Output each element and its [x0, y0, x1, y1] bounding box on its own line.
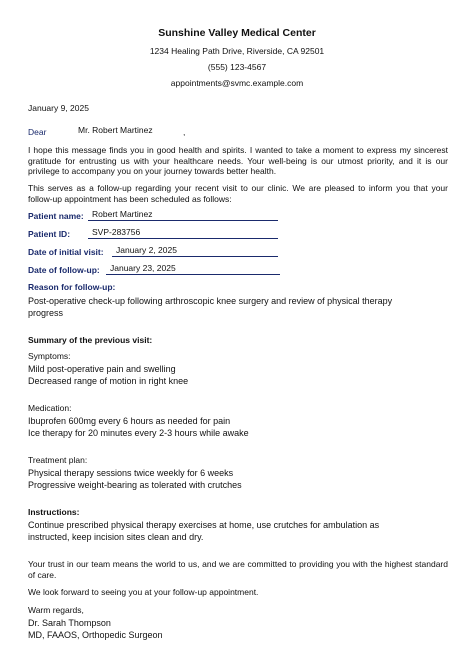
salutation: Dear [28, 127, 47, 137]
recipient-name: Mr. Robert Martinez [78, 125, 153, 135]
symptoms-label: Symptoms: [28, 351, 71, 361]
list-item: Ibuprofen 600mg every 6 hours as needed for pain [28, 416, 231, 426]
followup-intro-paragraph: This serves as a follow-up regarding your recent visit to our clinic. We are pleased to inform you that your follow-up appointment has been scheduled as follows: [28, 183, 448, 204]
trust-paragraph: Your trust in our team means the world to us, and we are committed to providing you with the highest standard of care. [28, 559, 448, 580]
initial-visit-line [112, 256, 278, 257]
reason-line: Post-operative check-up following arthroscopic knee surgery and review of physical therapy [28, 296, 393, 306]
reason-line: progress [28, 307, 64, 318]
regards-text: Warm regards, [28, 605, 84, 615]
salutation-comma: , [183, 127, 186, 137]
patient-name-line [88, 220, 278, 221]
org-address: 1234 Healing Path Drive, Riverside, CA 92501 [149, 46, 325, 56]
initial-visit-label: Date of initial visit: [28, 247, 104, 257]
org-phone: (555) 123-4567 [207, 62, 267, 72]
patient-id-line [88, 238, 278, 239]
medication-list [28, 416, 249, 439]
patient-name-label: Patient name: [28, 211, 84, 221]
treatment-label: Treatment plan: [28, 455, 88, 465]
initial-visit-value: January 2, 2025 [116, 245, 177, 255]
reason-label: Reason for follow-up: [28, 282, 116, 292]
list-item: Physical therapy sessions twice weekly for 6 weeks [28, 468, 234, 478]
signer-name: Dr. Sarah Thompson [28, 618, 111, 628]
list-item: Progressive weight-bearing as tolerated with crutches [28, 479, 242, 490]
look-forward-text: We look forward to seeing you at your follow-up appointment. [28, 587, 259, 597]
list-item: Decreased range of motion in right knee [28, 375, 189, 386]
intro-paragraph: I hope this message finds you in good health and spirits. I wanted to take a moment to express my sincerest gratitude for entrusting us with your healthcare needs. Your well-being is our utmost priority, and it is our privilege to accompany you on your journey towards better health. [28, 145, 448, 176]
medication-label: Medication: [28, 403, 72, 413]
instructions-text [28, 520, 379, 543]
treatment-list [28, 468, 242, 491]
org-email: appointments@svmc.example.com [170, 78, 304, 88]
signer-title: MD, FAAOS, Orthopedic Surgeon [28, 629, 163, 640]
letter-date: January 9, 2025 [28, 103, 89, 113]
followup-date-label: Date of follow-up: [28, 265, 100, 275]
org-name: Sunshine Valley Medical Center [158, 27, 316, 39]
patient-id-label: Patient ID: [28, 229, 71, 239]
symptoms-list [28, 364, 188, 387]
list-item: Mild post-operative pain and swelling [28, 364, 176, 374]
summary-title: Summary of the previous visit: [28, 335, 153, 345]
instructions-line: instructed, keep incision sites clean and dry. [28, 531, 204, 542]
patient-name-value: Robert Martinez [92, 209, 153, 219]
instructions-line: Continue prescribed physical therapy exercises at home, use crutches for ambulation as [28, 520, 380, 530]
followup-date-line [106, 274, 280, 275]
followup-date-value: January 23, 2025 [110, 263, 176, 273]
reason-text [28, 296, 392, 319]
instructions-label: Instructions: [28, 507, 80, 517]
patient-id-value: SVP-283756 [92, 227, 141, 237]
list-item: Ice therapy for 20 minutes every 2-3 hours while awake [28, 427, 249, 438]
signature-block [28, 618, 163, 641]
